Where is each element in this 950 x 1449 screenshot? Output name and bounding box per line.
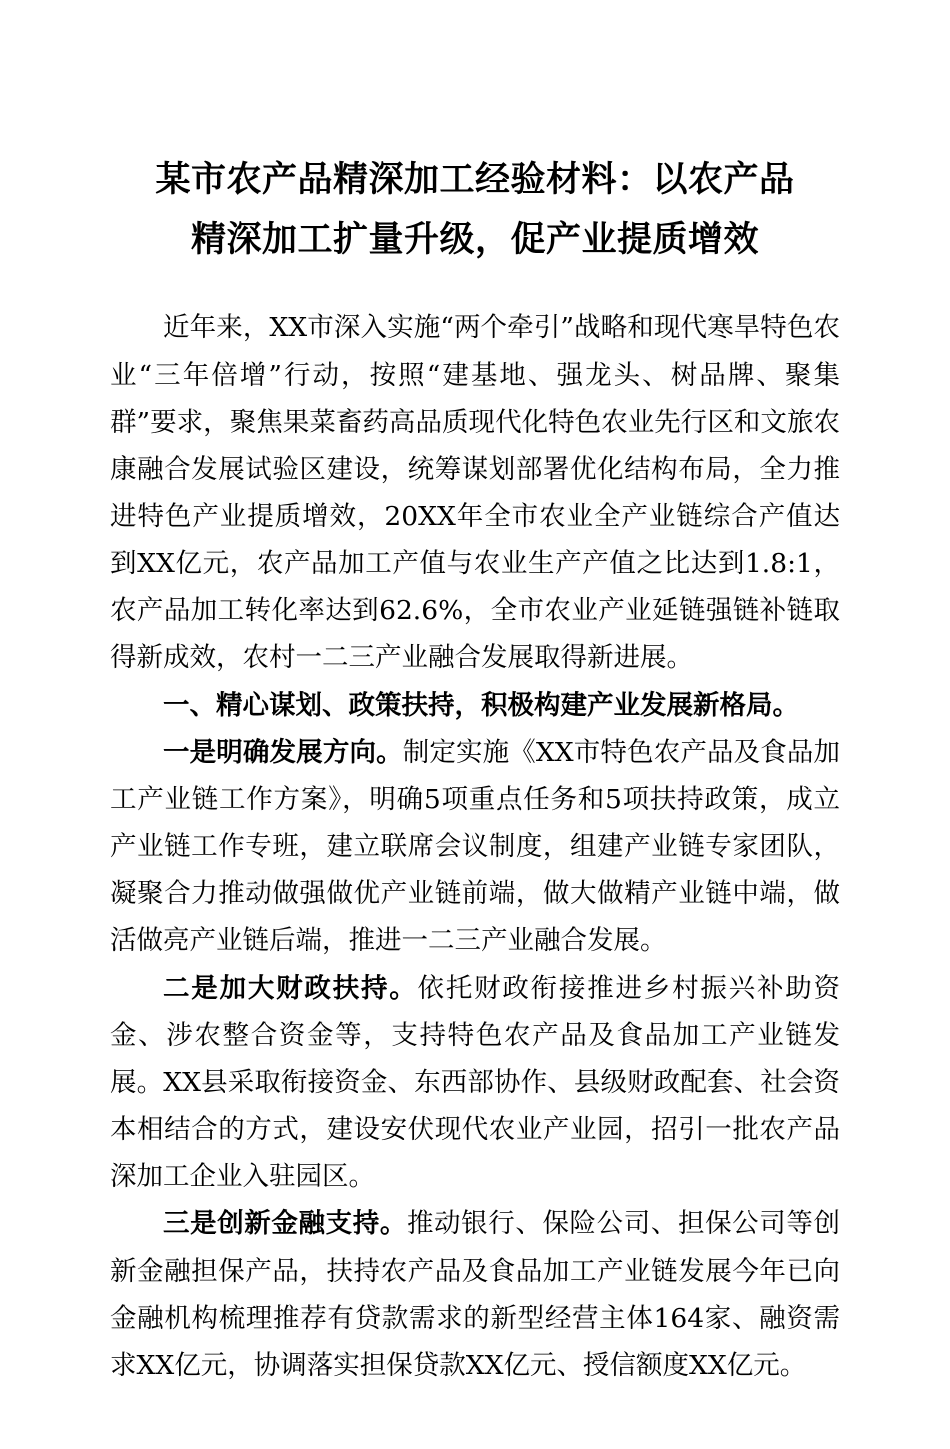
point-2-text: 依托财政衔接推进乡村振兴补助资金、涉农整合资金等，支持特色农产品及食品加工产业链发展。XX县采取衔接资金、东西部协作、县级财政配套、社会资本相结合的方式，建设安伏现代农业产业园，招引一批农产品深加工企业入驻园区。 xyxy=(110,972,841,1193)
section-heading-1-text: 一、精心谋划、政策扶持，积极构建产业发展新格局。 xyxy=(163,689,799,721)
paragraph-intro xyxy=(110,304,840,681)
title-line-1: 某市农产品精深加工经验材料：以农产品 xyxy=(155,159,795,200)
title-line-2: 精深加工扩量升级，促产业提质增效 xyxy=(190,219,759,261)
point-3-text: 推动银行、保险公司、担保公司等创新金融担保产品，扶持农产品及食品加工产业链发展今年已向金融机构梳理推荐有贷款需求的新型经营主体164家、融资需求XX亿元，协调落实担保贷款XX亿元、授信额度XX亿元。 xyxy=(110,1208,840,1381)
paragraph-point-2 xyxy=(110,965,840,1201)
paragraph-point-3 xyxy=(110,1200,840,1389)
point-1-lead: 一是明确发展方向。 xyxy=(163,736,403,768)
page-title xyxy=(110,150,840,270)
section-heading-1 xyxy=(110,682,840,729)
point-1-text: 制定实施《XX市特色农产品及食品加工产业链工作方案》，明确5项重点任务和5项扶持政策，成立产业链工作专班，建立联席会议制度，组建产业链专家团队，凝聚合力推动做强做优产业链前端，做大做精产业链中端，做活做亮产业链后端，推进一二三产业融合发展。 xyxy=(110,736,841,957)
point-3-lead: 三是创新金融支持。 xyxy=(163,1208,407,1240)
paragraph-intro-text: 近年来，XX市深入实施“两个牵引”战略和现代寒旱特色农业“三年倍增”行动，按照“建基地、强龙头、树品牌、聚集群”要求，聚焦果菜畜药高品质现代化特色农业先行区和文旅农康融合发展试验区建设，统筹谋划部署优化结构布局，全力推进特色产业提质增效，20XX年全市农业全产业链综合产值达到XX亿元，农产品加工产值与农业生产产值之比达到1.8:1，农产品加工转化率达到62.6%，全市农业产业延链强链补链取得新成效，农村一二三产业融合发展取得新进展。 xyxy=(110,312,840,674)
document-body xyxy=(110,304,840,1389)
paragraph-point-1 xyxy=(110,729,840,965)
point-2-lead: 二是加大财政扶持。 xyxy=(163,972,418,1004)
